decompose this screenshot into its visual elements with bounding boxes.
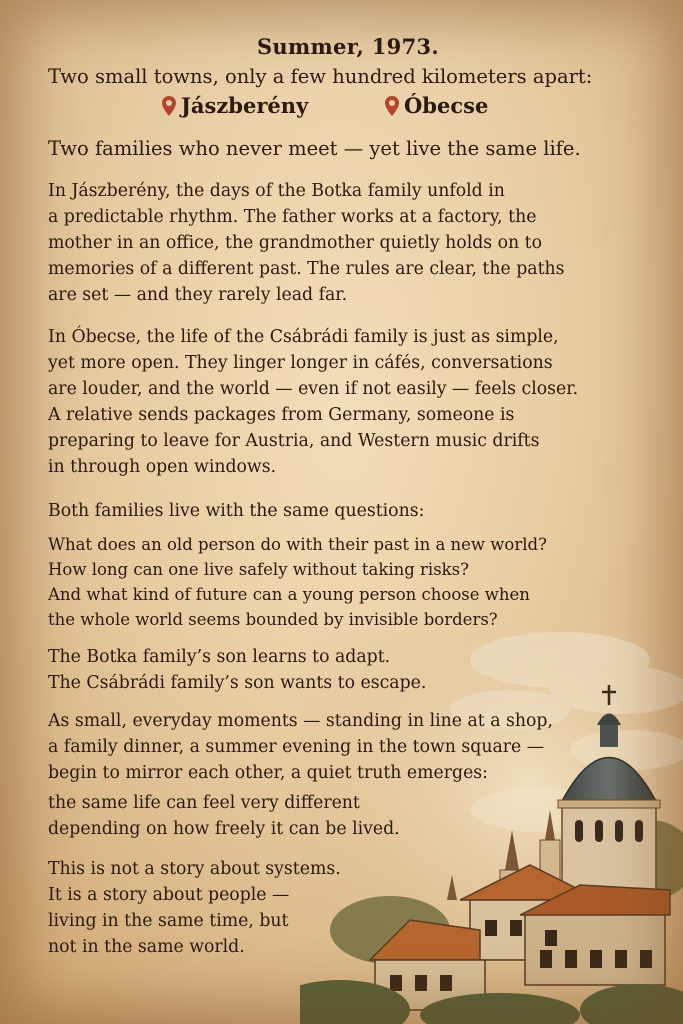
text-line: This is not a story about systems. [48,859,341,879]
text-line: living in the same time, but [48,911,289,931]
map-pin-icon [162,96,176,116]
question-line: What does an old person do with their past in a new world? [48,535,547,554]
question-line: How long can one live safely without taking risks? [48,560,469,579]
location-jaszbereny [162,93,308,118]
locations [48,88,648,122]
text-line: In Jászberény, the days of the Botka family unfold in [48,181,505,201]
paragraph-obecse [48,324,648,480]
location-obecse [385,93,488,118]
truth-paragraph [48,790,648,842]
map-pin-icon [385,96,399,116]
text-line: a family dinner, a summer evening in the town square — [48,737,545,757]
intro-line: Two families who never meet — yet live the same life. [48,137,581,160]
text-line: begin to mirror each other, a quiet truth emerges: [48,763,488,783]
text-line: the same life can feel very different [48,793,360,813]
location-label: Jászberény [181,93,309,118]
text-line: not in the same world. [48,937,245,957]
questions-heading: Both families live with the same questions: [48,501,425,521]
text-line: A relative sends packages from Germany, someone is [48,405,515,425]
text-line: are louder, and the world — even if not easily — feels closer. [48,379,579,399]
closing-paragraph [48,856,648,960]
sons-paragraph [48,644,648,696]
moments-paragraph [48,708,648,786]
subtitle: Two small towns, only a few hundred kilometers apart: [48,65,593,88]
text-line: It is a story about people — [48,885,290,905]
text-line: a predictable rhythm. The father works at a factory, the [48,207,537,227]
text-line: memories of a different past. The rules are clear, the paths [48,259,565,279]
text-line: in through open windows. [48,457,277,477]
text-line: mother in an office, the grandmother quietly holds on to [48,233,543,253]
story-text [48,34,648,960]
text-line: In Óbecse, the life of the Csábrádi family is just as simple, [48,327,559,347]
story-title: Summer, 1973. [256,34,440,59]
question-line: And what kind of future can a young person choose when [48,585,530,604]
text-line: depending on how freely it can be lived. [48,819,400,839]
text-line: are set — and they rarely lead far. [48,285,348,305]
questions-list [48,532,648,632]
location-label: Óbecse [404,93,489,118]
text-line: The Csábrádi family’s son wants to escape. [48,673,427,693]
text-line: The Botka family’s son learns to adapt. [48,647,391,667]
text-line: preparing to leave for Austria, and Western music drifts [48,431,540,451]
paragraph-jaszbereny [48,178,648,308]
question-line: the whole world seems bounded by invisible borders? [48,610,498,629]
text-line: As small, everyday moments — standing in line at a shop, [48,711,553,731]
text-line: yet more open. They linger longer in cáfés, conversations [48,353,553,373]
